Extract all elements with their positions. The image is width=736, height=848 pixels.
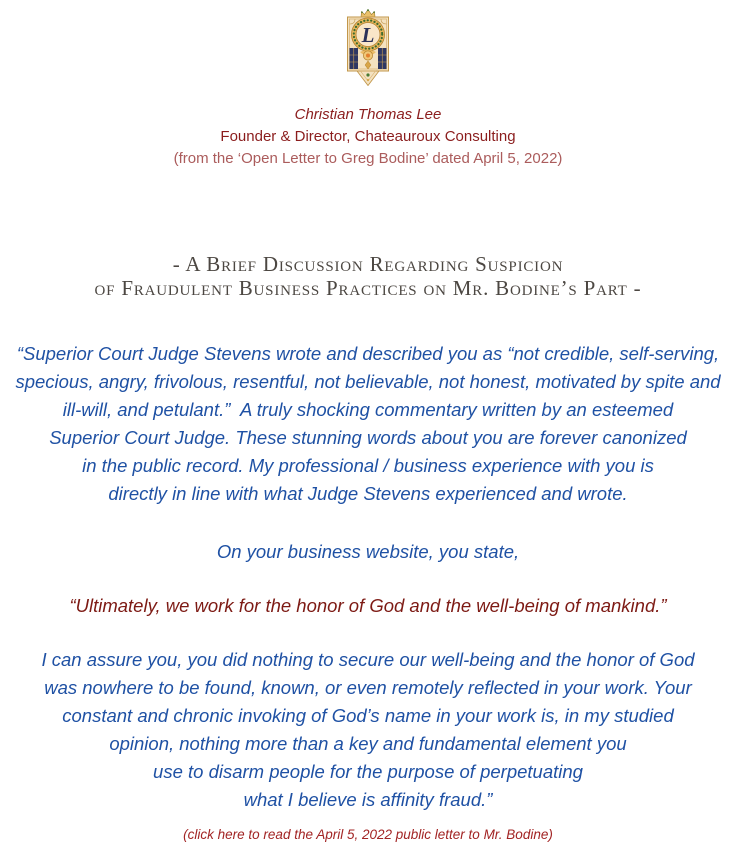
- author-name: Christian Thomas Lee: [294, 106, 442, 123]
- text-line: of Fraudulent Business Practices on Mr. Bodine’s Part -: [94, 276, 642, 300]
- public-letter-link[interactable]: (click here to read the April 5, 2022 public letter to Mr. Bodine): [183, 827, 553, 842]
- website-quote: “Ultimately, we work for the honor of God and the well-being of mankind.”: [69, 595, 667, 616]
- chateauroux-crest-icon: [340, 8, 396, 86]
- crest-letter: L: [361, 23, 375, 47]
- text-line: in the public record. My professional / business experience with you is: [82, 455, 654, 476]
- text-line: - A Brief Discussion Regarding Suspicion: [172, 252, 564, 276]
- text-line: Superior Court Judge. These stunning words about you are forever canonized: [49, 427, 687, 448]
- text-line: directly in line with what Judge Stevens experienced and wrote.: [108, 483, 628, 504]
- quote-paragraph-2: [0, 646, 736, 814]
- text-line: I can assure you, you did nothing to secure our well-being and the honor of God: [41, 649, 695, 670]
- page-title: [0, 252, 736, 300]
- text-line: ill-will, and petulant.” A truly shocking commentary written by an esteemed: [62, 399, 674, 420]
- footer-link-wrap: [0, 826, 736, 844]
- text-line: use to disarm people for the purpose of perpetuating: [153, 761, 583, 782]
- letter-source: (from the ‘Open Letter to Greg Bodine’ dated April 5, 2022): [173, 150, 563, 167]
- quote-paragraph-1: [0, 340, 736, 508]
- logo-wrap: [0, 0, 736, 86]
- text-line: was nowhere to be found, known, or even remotely reflected in your work. Your: [44, 677, 692, 698]
- text-line: specious, angry, frivolous, resentful, not believable, not honest, motivated by spite and: [15, 371, 721, 392]
- author-role: Founder & Director, Chateauroux Consulting: [220, 128, 516, 145]
- text-line: constant and chronic invoking of God’s name in your work is, in my studied: [62, 705, 674, 726]
- text-line: what I believe is affinity fraud.”: [243, 789, 493, 810]
- text-line: opinion, nothing more than a key and fundamental element you: [109, 733, 627, 754]
- text-line: “Superior Court Judge Stevens wrote and described you as “not credible, self-serving,: [16, 343, 720, 364]
- website-intro-line: On your business website, you state,: [216, 541, 520, 562]
- attribution-block: [0, 104, 736, 170]
